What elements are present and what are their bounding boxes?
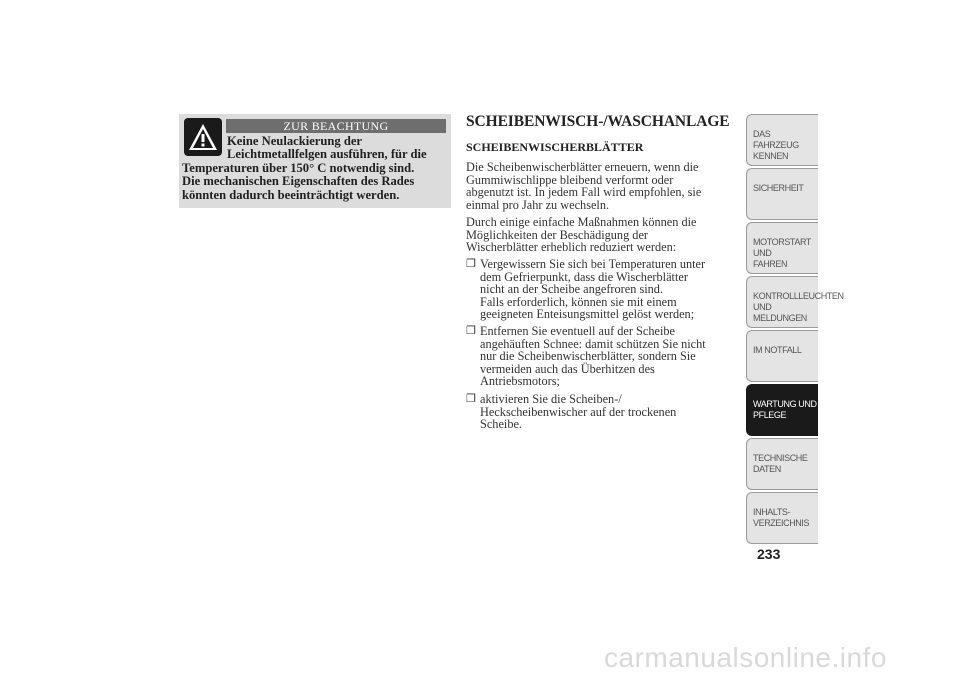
- tab-kontrollleuchten[interactable]: [746, 276, 844, 328]
- bullet-item: [466, 258, 736, 321]
- warning-line: Die mechanischen Eigenschaften des Rades: [182, 174, 415, 189]
- bullet-line: geeigneten Enteisungsmittel gelöst werden;: [480, 307, 695, 322]
- tab-label: KENNEN: [753, 151, 789, 161]
- tab-label: FAHREN: [753, 259, 788, 269]
- bullet-line: vermeiden auch das Überhitzen des: [480, 361, 655, 376]
- paragraph-measures: [466, 216, 728, 254]
- checkbox-bullet-icon: ❒: [466, 325, 476, 337]
- section-title: SCHEIBENWISCH-/WASCHANLAGE: [466, 113, 730, 130]
- warning-line: Leichtmetallfelgen ausführen, für die: [227, 147, 427, 162]
- bullet-line: angehäuften Schnee: damit schützen Sie nicht: [480, 336, 706, 351]
- bullet-line: aktivieren Sie die Scheiben-/: [480, 392, 622, 406]
- bullet-line: Scheibe.: [480, 417, 523, 432]
- paragraph-line: Möglichkeiten der Beschädigung der: [466, 227, 649, 242]
- tab-label: TECHNISCHE: [753, 453, 808, 463]
- tab-motorstart-und-fahren[interactable]: [746, 222, 818, 274]
- bullet-line: Vergewissern Sie sich bei Temperaturen unter: [480, 257, 706, 271]
- bullet-line: nicht an der Scheibe angefroren sind.: [480, 282, 664, 297]
- tab-label: DAS FAHRZEUG: [753, 129, 799, 150]
- tab-label: SICHERHEIT: [753, 183, 804, 193]
- tab-label: DATEN: [753, 464, 781, 474]
- tab-das-fahrzeug-kennen[interactable]: [746, 114, 818, 166]
- tab-wartung-und-pflege[interactable]: [746, 384, 818, 436]
- bullet-item: [466, 393, 736, 431]
- tab-im-notfall[interactable]: [746, 330, 818, 382]
- tab-inhaltsverzeichnis[interactable]: [746, 492, 818, 544]
- checkbox-bullet-icon: ❒: [466, 393, 476, 405]
- warning-header: ZUR BEACHTUNG: [226, 119, 446, 133]
- paragraph-line: abgenutzt ist. In jedem Fall wird empfohlen, sie: [466, 185, 702, 200]
- section-subtitle: SCHEIBENWISCHERBLÄTTER: [466, 140, 644, 154]
- paragraph-line: einmal pro Jahr zu wechseln.: [466, 197, 610, 212]
- tab-label: VERZEICHNIS: [753, 518, 810, 528]
- bullet-line: dem Gefrierpunkt, dass die Wischerblätter: [480, 269, 688, 284]
- paragraph-line: Die Scheibenwischerblätter erneuern, wenn die: [466, 160, 699, 174]
- paragraph-line: Durch einige einfache Maßnahmen können die: [466, 215, 697, 229]
- tab-sicherheit[interactable]: [746, 168, 818, 220]
- paragraph-intro: [466, 161, 728, 211]
- tab-label: INHALTS-: [753, 507, 791, 517]
- warning-line: Keine Neulackierung der: [227, 134, 363, 148]
- bullet-item: [466, 325, 736, 388]
- checkbox-bullet-icon: ❒: [466, 258, 476, 270]
- paragraph-line: Wischerblätter erheblich reduziert werden:: [466, 240, 677, 255]
- bullet-line: nur die Scheibenwischerblätter, sondern Sie: [480, 349, 696, 364]
- warning-line: könnten dadurch beeinträchtigt werden.: [182, 187, 400, 202]
- tab-label: IM NOTFALL: [753, 345, 802, 355]
- tab-label: WARTUNG UND: [753, 399, 817, 409]
- warning-text: [182, 135, 448, 202]
- watermark: carmanualsonline.info: [604, 642, 887, 673]
- paragraph-line: Gummiwischlippe bleibend verformt oder: [466, 172, 674, 187]
- tab-label: UND MELDUNGEN: [753, 302, 807, 323]
- bullet-line: Antriebsmotors;: [480, 374, 560, 389]
- bullet-line: Entfernen Sie eventuell auf der Scheibe: [480, 324, 675, 338]
- bullet-line: Falls erforderlich, können sie mit einem: [480, 294, 677, 309]
- tab-technische-daten[interactable]: [746, 438, 818, 490]
- warning-box: [179, 114, 451, 208]
- tab-label: KONTROLLLEUCHTEN: [753, 291, 844, 301]
- page-number: 233: [757, 546, 781, 562]
- warning-line: Temperaturen über 150° C notwendig sind.: [182, 160, 415, 175]
- tab-label: MOTORSTART UND: [753, 237, 811, 258]
- tab-label: PFLEGE: [753, 410, 787, 420]
- bullet-line: Heckscheibenwischer auf der trockenen: [480, 404, 677, 419]
